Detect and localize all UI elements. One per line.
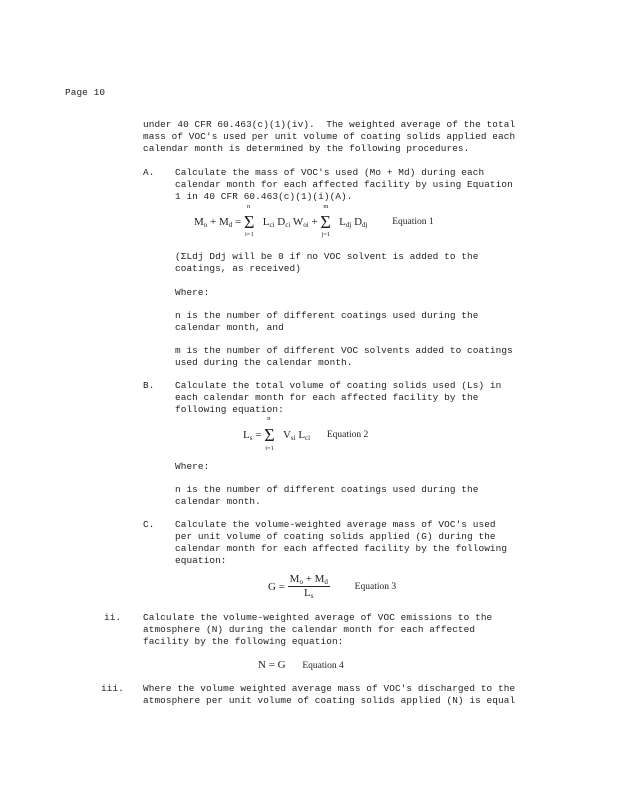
equation-1-label: Equation 1 — [392, 217, 434, 227]
item-b-def-n-line-2: calendar month. — [175, 496, 261, 507]
equation-4 — [258, 659, 344, 671]
item-ii-line-1: Calculate the volume-weighted average of VOC emissions to the — [143, 612, 493, 623]
item-a-line-2: calendar month for each affected facility by using Equation — [175, 179, 513, 190]
item-a-where: Where: — [175, 287, 210, 298]
item-iii-marker: iii. — [101, 683, 124, 694]
item-ii-line-2: atmosphere (N) during the calendar month for each affected — [143, 624, 476, 635]
item-b-marker: B. — [143, 380, 155, 391]
item-b-line-1: Calculate the total volume of coating solids used (Ls) in — [175, 380, 502, 391]
item-a-line-3: 1 in 40 CFR 60.463(c)(1)(i)(A). — [175, 191, 353, 202]
item-c-marker: C. — [143, 519, 155, 530]
item-a-note-line-2: coatings, as received) — [175, 263, 301, 274]
item-b-where: Where: — [175, 461, 210, 472]
intro-line-2: mass of VOC's used per unit volume of coating solids applied each — [143, 131, 516, 142]
equation-2-label: Equation 2 — [326, 430, 369, 440]
item-iii-line-1: Where the volume weighted average mass of VOC's discharged to the — [143, 683, 516, 694]
item-b-line-2: each calendar month for each affected facility by the — [175, 392, 479, 403]
item-a-def-n-line-1: n is the number of different coatings used during the — [175, 310, 479, 321]
item-c-line-4: equation: — [175, 555, 227, 566]
equation-4-label: Equation 4 — [302, 661, 344, 671]
equation-2: $L_s$ = n Σ i=1 $V_{si}$ $L_{ci}$ Equation 2 — [243, 415, 369, 452]
item-a-def-m-line-2: used during the calendar month. — [175, 357, 353, 368]
equation-3-label: Equation 3 — [354, 581, 397, 592]
intro-line-3: calendar month is determined by the following procedures. — [143, 143, 470, 154]
item-c-line-2: per unit volume of coating solids applied (G) during the — [175, 531, 496, 542]
item-ii-line-3: facility by the following equation: — [143, 636, 344, 647]
item-a-def-m-line-1: m is the number of different VOC solvents added to coatings — [175, 345, 513, 356]
item-b-line-3: following equation: — [175, 404, 284, 415]
equation-3: G = $\frac{M_o + M_d}{L_s}$ Equation 3 — [268, 573, 397, 600]
item-a-def-n-line-2: calendar month, and — [175, 322, 284, 333]
item-a-marker: A. — [143, 167, 155, 178]
item-ii-marker: ii. — [104, 612, 122, 623]
equation-1: $M_o + M_d$ = n Σ i=1 $L_{ci}$ $D_{ci}$ $W_{oi}$ + m Σ j=1 $L_{dj}$ $D_{dj}$ Equation 1 — [194, 203, 434, 238]
item-c-line-3: calendar month for each affected facility by the following — [175, 543, 508, 554]
page-number: Page 10 — [65, 87, 106, 98]
item-c-line-1: Calculate the volume-weighted average mass of VOC's used — [175, 519, 496, 530]
item-iii-line-2: atmosphere per unit volume of coating solids applied (N) is equal — [143, 695, 516, 706]
item-a-note-line-1: (ΣLdj Ddj will be 0 if no VOC solvent is added to the — [175, 251, 479, 262]
item-a-line-1: Calculate the mass of VOC's used (Mo + Md) during each — [175, 167, 485, 178]
item-b-def-n-line-1: n is the number of different coatings used during the — [175, 484, 479, 495]
equation-4-text: N = G — [258, 659, 286, 671]
intro-line-1: under 40 CFR 60.463(c)(1)(iv). The weighted average of the total — [143, 119, 516, 130]
